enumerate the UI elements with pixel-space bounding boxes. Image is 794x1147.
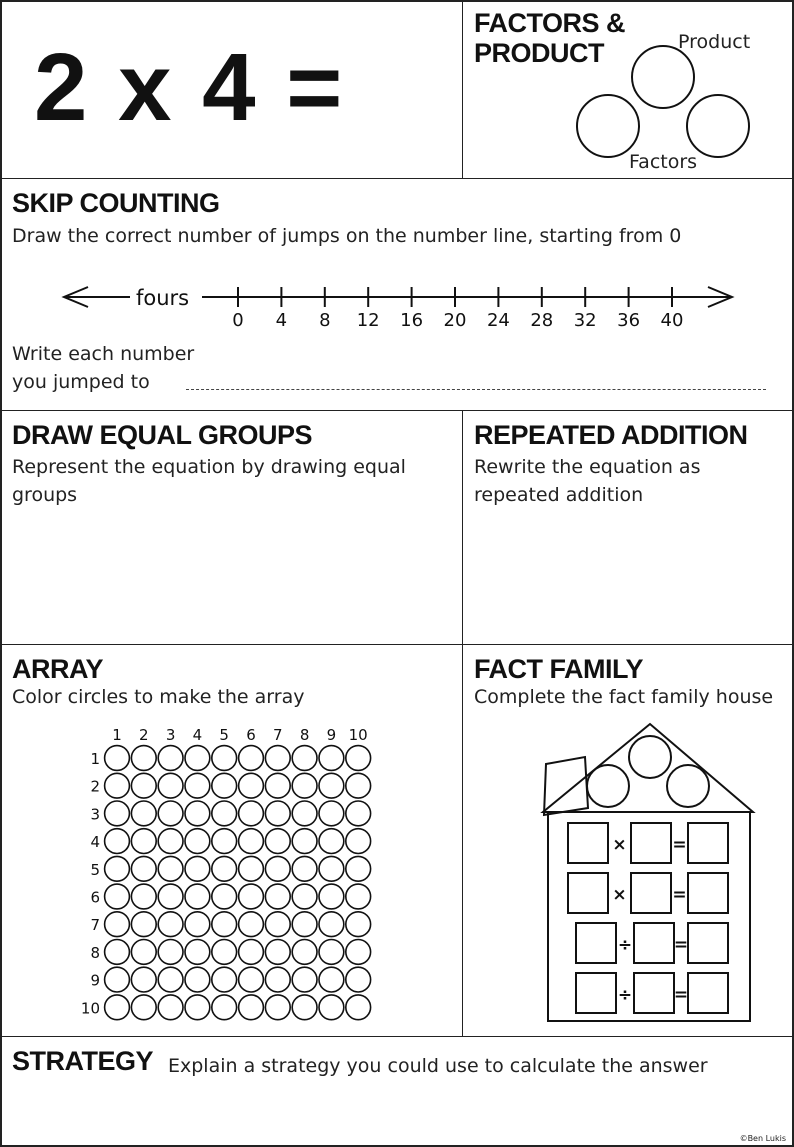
array-circle[interactable] bbox=[319, 773, 344, 798]
array-circle[interactable] bbox=[158, 884, 183, 909]
array-circle[interactable] bbox=[158, 940, 183, 965]
array-circle[interactable] bbox=[346, 801, 371, 826]
array-row-label: 1 bbox=[90, 750, 100, 768]
array-circle[interactable] bbox=[346, 967, 371, 992]
array-circle[interactable] bbox=[105, 801, 130, 826]
array-circle[interactable] bbox=[239, 940, 264, 965]
credit-text: ©Ben Lukis bbox=[739, 1134, 786, 1143]
array-circle[interactable] bbox=[105, 967, 130, 992]
array-circle[interactable] bbox=[158, 801, 183, 826]
array-circle[interactable] bbox=[105, 995, 130, 1020]
array-row-label: 6 bbox=[90, 888, 100, 907]
array-circle[interactable] bbox=[292, 746, 317, 771]
array-circle[interactable] bbox=[185, 773, 210, 798]
array-circle[interactable] bbox=[105, 912, 130, 937]
divider-row-3 bbox=[0, 644, 794, 645]
array-row-label: 8 bbox=[90, 943, 100, 962]
array-row-label: 5 bbox=[90, 860, 100, 879]
array-circle[interactable] bbox=[292, 995, 317, 1020]
fact-box[interactable] bbox=[576, 923, 616, 963]
array-column-label: 2 bbox=[139, 726, 149, 744]
array-circle[interactable] bbox=[131, 884, 156, 909]
array-grid bbox=[0, 718, 400, 1028]
fact-box[interactable] bbox=[631, 873, 671, 913]
array-circle[interactable] bbox=[131, 940, 156, 965]
array-circle[interactable] bbox=[131, 967, 156, 992]
fact-box[interactable] bbox=[688, 923, 728, 963]
array-circle[interactable] bbox=[292, 940, 317, 965]
write-label-line1: Write each number bbox=[12, 343, 195, 365]
array-circle[interactable] bbox=[239, 912, 264, 937]
array-circle[interactable] bbox=[212, 856, 237, 881]
array-circle[interactable] bbox=[212, 995, 237, 1020]
array-circle[interactable] bbox=[265, 856, 290, 881]
array-circle[interactable] bbox=[131, 746, 156, 771]
array-circle[interactable] bbox=[131, 773, 156, 798]
array-column-label: 9 bbox=[326, 726, 337, 744]
array-circle[interactable] bbox=[131, 801, 156, 826]
array-circle[interactable] bbox=[185, 829, 210, 854]
array-circle[interactable] bbox=[212, 801, 237, 826]
array-circle[interactable] bbox=[346, 856, 371, 881]
array-circle[interactable] bbox=[158, 856, 183, 881]
product-circle[interactable] bbox=[632, 46, 694, 108]
skip-counting-title: SKIP COUNTING bbox=[12, 188, 220, 218]
array-circle[interactable] bbox=[319, 856, 344, 881]
tick-label: 24 bbox=[486, 310, 510, 331]
array-circle[interactable] bbox=[185, 912, 210, 937]
array-circle[interactable] bbox=[292, 829, 317, 854]
array-circle[interactable] bbox=[131, 856, 156, 881]
fact-operator: × bbox=[612, 885, 627, 905]
array-column-label: 1 bbox=[112, 726, 122, 744]
tick-label: 12 bbox=[356, 310, 380, 331]
factor-circle-left[interactable] bbox=[577, 95, 639, 157]
array-circle[interactable] bbox=[265, 746, 290, 771]
fact-box[interactable] bbox=[568, 873, 608, 913]
tick-label: 0 bbox=[232, 310, 244, 331]
divider-row-4 bbox=[0, 1036, 794, 1037]
fact-equals: = bbox=[673, 985, 689, 1005]
array-circle[interactable] bbox=[346, 829, 371, 854]
array-row-label: 4 bbox=[90, 833, 100, 852]
fact-box[interactable] bbox=[576, 973, 616, 1013]
number-line bbox=[0, 270, 794, 335]
array-circle[interactable] bbox=[319, 967, 344, 992]
array-circle[interactable] bbox=[239, 829, 264, 854]
array-circle[interactable] bbox=[212, 912, 237, 937]
array-circle[interactable] bbox=[185, 940, 210, 965]
equal-groups-title: DRAW EQUAL GROUPS bbox=[12, 420, 313, 450]
array-circle[interactable] bbox=[131, 829, 156, 854]
array-circle[interactable] bbox=[239, 884, 264, 909]
array-row-label: 2 bbox=[90, 777, 100, 796]
fact-box[interactable] bbox=[568, 823, 608, 863]
array-circle[interactable] bbox=[346, 773, 371, 798]
equation-heading: 2 x 4 = bbox=[34, 34, 345, 141]
fact-family-title: FACT FAMILY bbox=[474, 654, 644, 684]
array-circle[interactable] bbox=[212, 884, 237, 909]
array-circle[interactable] bbox=[319, 746, 344, 771]
array-circle[interactable] bbox=[265, 967, 290, 992]
divider-col-top bbox=[462, 0, 463, 178]
array-circle[interactable] bbox=[158, 995, 183, 1020]
strategy-instruction: Explain a strategy you could use to calculate the answer bbox=[168, 1055, 708, 1077]
array-row-label: 9 bbox=[90, 971, 100, 990]
fact-operator: × bbox=[612, 835, 627, 855]
tick-label: 4 bbox=[275, 310, 288, 331]
array-circle[interactable] bbox=[158, 912, 183, 937]
tick-label: 32 bbox=[573, 310, 597, 331]
array-circle[interactable] bbox=[158, 773, 183, 798]
roof-circle-right[interactable] bbox=[667, 765, 709, 807]
border-top bbox=[0, 0, 794, 2]
array-column-label: 8 bbox=[299, 726, 310, 744]
array-circle[interactable] bbox=[319, 801, 344, 826]
array-circle[interactable] bbox=[319, 995, 344, 1020]
array-circle[interactable] bbox=[185, 884, 210, 909]
array-circle[interactable] bbox=[319, 884, 344, 909]
array-circle[interactable] bbox=[292, 801, 317, 826]
array-circle[interactable] bbox=[346, 746, 371, 771]
array-circle[interactable] bbox=[292, 856, 317, 881]
fact-box[interactable] bbox=[634, 973, 674, 1013]
house-body bbox=[548, 812, 750, 1021]
array-circle[interactable] bbox=[212, 967, 237, 992]
array-circle[interactable] bbox=[131, 995, 156, 1020]
array-circle[interactable] bbox=[158, 829, 183, 854]
array-circle[interactable] bbox=[158, 746, 183, 771]
array-circle[interactable] bbox=[265, 829, 290, 854]
factor-circle-right[interactable] bbox=[687, 95, 749, 157]
fact-box[interactable] bbox=[634, 923, 674, 963]
array-circle[interactable] bbox=[105, 773, 130, 798]
tick-label: 40 bbox=[660, 310, 684, 331]
array-circle[interactable] bbox=[105, 940, 130, 965]
repeated-addition-instruction: Rewrite the equation as repeated addition bbox=[474, 456, 701, 506]
tick-label: 36 bbox=[617, 310, 641, 331]
write-label-line2: you jumped to bbox=[12, 371, 150, 393]
array-column-label: 6 bbox=[246, 726, 256, 744]
array-row-label: 10 bbox=[80, 999, 100, 1018]
fact-box[interactable] bbox=[688, 873, 728, 913]
array-row-label: 7 bbox=[90, 916, 100, 935]
array-circle[interactable] bbox=[346, 940, 371, 965]
array-column-label: 4 bbox=[192, 726, 203, 744]
skip-counting-instruction: Draw the correct number of jumps on the number line, starting from 0 bbox=[12, 225, 682, 247]
array-circle[interactable] bbox=[239, 967, 264, 992]
array-circle[interactable] bbox=[346, 884, 371, 909]
factors-product-title-2: PRODUCT bbox=[474, 38, 604, 68]
divider-row-1 bbox=[0, 178, 794, 179]
array-circle[interactable] bbox=[292, 773, 317, 798]
array-circle[interactable] bbox=[239, 746, 264, 771]
array-row-label: 3 bbox=[90, 805, 100, 824]
equal-groups-instruction: Represent the equation by drawing equal groups bbox=[12, 456, 406, 506]
array-column-label: 10 bbox=[348, 726, 368, 744]
factors-product-title-1: FACTORS & bbox=[474, 8, 626, 38]
array-circle[interactable] bbox=[319, 829, 344, 854]
array-circle[interactable] bbox=[239, 856, 264, 881]
array-circle[interactable] bbox=[239, 995, 264, 1020]
fact-box[interactable] bbox=[688, 973, 728, 1013]
array-circle[interactable] bbox=[185, 801, 210, 826]
factors-product-diagram bbox=[560, 20, 780, 178]
array-circle[interactable] bbox=[105, 884, 130, 909]
array-circle[interactable] bbox=[212, 940, 237, 965]
array-circle[interactable] bbox=[105, 856, 130, 881]
array-circle[interactable] bbox=[105, 746, 130, 771]
tick-label: 16 bbox=[400, 310, 424, 331]
fact-family-house bbox=[530, 720, 770, 1030]
repeated-addition-title: REPEATED ADDITION bbox=[474, 420, 748, 450]
tick-label: 8 bbox=[319, 310, 331, 331]
tick-label: 28 bbox=[530, 310, 554, 331]
array-circle[interactable] bbox=[105, 829, 130, 854]
array-column-label: 5 bbox=[219, 726, 229, 744]
roof-circle-top[interactable] bbox=[629, 736, 671, 778]
strategy-title: STRATEGY bbox=[12, 1046, 154, 1076]
array-circle[interactable] bbox=[265, 801, 290, 826]
array-circle[interactable] bbox=[185, 995, 210, 1020]
array-circle[interactable] bbox=[319, 940, 344, 965]
fact-family-instruction: Complete the fact family house bbox=[474, 686, 774, 708]
fact-operator: ÷ bbox=[617, 985, 633, 1005]
array-circle[interactable] bbox=[212, 829, 237, 854]
array-circle[interactable] bbox=[212, 773, 237, 798]
array-circle[interactable] bbox=[185, 746, 210, 771]
array-circle[interactable] bbox=[239, 801, 264, 826]
array-column-label: 7 bbox=[273, 726, 283, 744]
roof-circle-left[interactable] bbox=[587, 765, 629, 807]
array-circle[interactable] bbox=[292, 912, 317, 937]
array-circle[interactable] bbox=[346, 995, 371, 1020]
array-circle[interactable] bbox=[265, 995, 290, 1020]
array-circle[interactable] bbox=[158, 967, 183, 992]
fact-equals: = bbox=[672, 835, 687, 855]
fact-operator: ÷ bbox=[617, 935, 633, 955]
array-circle[interactable] bbox=[265, 940, 290, 965]
array-column-label: 3 bbox=[165, 726, 176, 744]
fact-box[interactable] bbox=[631, 823, 671, 863]
array-circle[interactable] bbox=[319, 912, 344, 937]
factors-label: Factors bbox=[629, 151, 698, 173]
array-circle[interactable] bbox=[185, 967, 210, 992]
number-line-label: fours bbox=[136, 286, 190, 310]
array-circle[interactable] bbox=[131, 912, 156, 937]
array-circle[interactable] bbox=[292, 884, 317, 909]
array-circle[interactable] bbox=[346, 912, 371, 937]
divider-row-2 bbox=[0, 410, 794, 411]
write-answer-line[interactable] bbox=[186, 389, 766, 390]
array-circle[interactable] bbox=[239, 773, 264, 798]
house-roof bbox=[543, 724, 753, 812]
array-circle[interactable] bbox=[265, 773, 290, 798]
array-circle[interactable] bbox=[292, 967, 317, 992]
array-circle[interactable] bbox=[265, 912, 290, 937]
divider-col-mid bbox=[462, 410, 463, 1036]
fact-equals: = bbox=[672, 885, 687, 905]
array-circle[interactable] bbox=[212, 746, 237, 771]
fact-box[interactable] bbox=[688, 823, 728, 863]
product-label: Product bbox=[678, 31, 751, 53]
fact-equals: = bbox=[673, 935, 689, 955]
array-circle[interactable] bbox=[265, 884, 290, 909]
array-title: ARRAY bbox=[12, 654, 104, 684]
array-instruction: Color circles to make the array bbox=[12, 686, 305, 708]
array-circle[interactable] bbox=[185, 856, 210, 881]
tick-label: 20 bbox=[443, 310, 467, 331]
